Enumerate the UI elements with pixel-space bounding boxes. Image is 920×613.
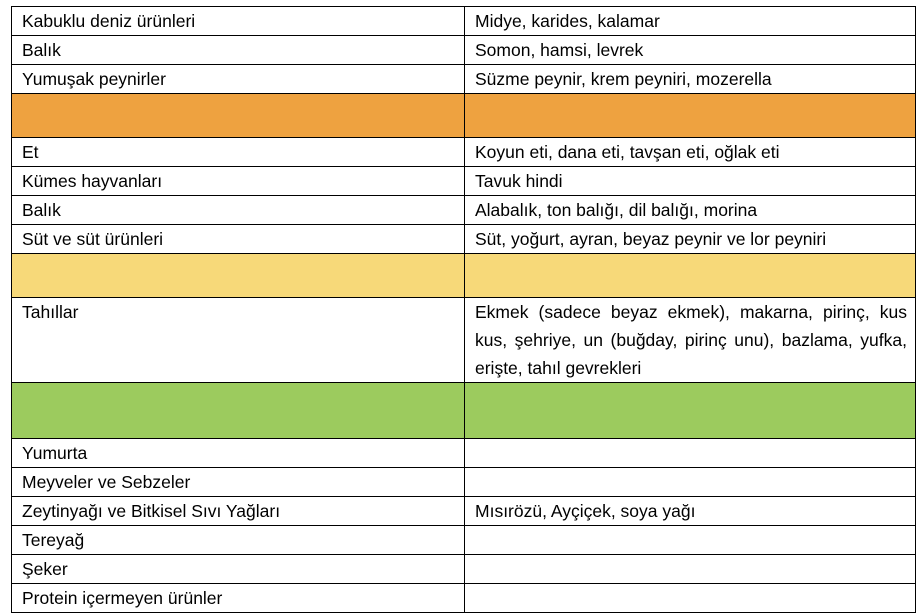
table-row bbox=[12, 555, 916, 584]
table-row bbox=[12, 526, 916, 555]
examples-cell bbox=[465, 468, 916, 497]
table-row bbox=[12, 138, 916, 167]
examples-cell: Koyun eti, dana eti, tavşan eti, oğlak eti bbox=[465, 138, 916, 167]
food-table bbox=[11, 6, 916, 613]
table-row bbox=[12, 468, 916, 497]
examples-cell: Alabalık, ton balığı, dil balığı, morina bbox=[465, 196, 916, 225]
category-cell: Yumuşak peynirler bbox=[12, 65, 465, 94]
table-row bbox=[12, 7, 916, 36]
table-row bbox=[12, 584, 916, 613]
examples-cell bbox=[465, 439, 916, 468]
examples-cell bbox=[465, 584, 916, 613]
examples-cell bbox=[465, 526, 916, 555]
orange-separator-row bbox=[12, 94, 916, 138]
table-row bbox=[12, 36, 916, 65]
examples-cell: Somon, hamsi, levrek bbox=[465, 36, 916, 65]
band-cell bbox=[12, 254, 465, 298]
category-cell: Yumurta bbox=[12, 439, 465, 468]
category-cell: Balık bbox=[12, 36, 465, 65]
category-cell: Kabuklu deniz ürünleri bbox=[12, 7, 465, 36]
table-row bbox=[12, 298, 916, 383]
band-cell bbox=[465, 94, 916, 138]
band-cell bbox=[12, 383, 465, 439]
examples-cell: Süzme peynir, krem peyniri, mozerella bbox=[465, 65, 916, 94]
table-row bbox=[12, 497, 916, 526]
yellow-separator-row bbox=[12, 254, 916, 298]
table-row bbox=[12, 439, 916, 468]
category-cell: Et bbox=[12, 138, 465, 167]
band-cell bbox=[12, 94, 465, 138]
green-separator-row bbox=[12, 383, 916, 439]
band-cell bbox=[465, 254, 916, 298]
examples-cell: Süt, yoğurt, ayran, beyaz peynir ve lor peyniri bbox=[465, 225, 916, 254]
examples-cell: Midye, karides, kalamar bbox=[465, 7, 916, 36]
examples-cell: Mısırözü, Ayçiçek, soya yağı bbox=[465, 497, 916, 526]
examples-cell: Tavuk hindi bbox=[465, 167, 916, 196]
table-row bbox=[12, 225, 916, 254]
category-cell: Balık bbox=[12, 196, 465, 225]
category-cell: Şeker bbox=[12, 555, 465, 584]
category-cell: Zeytinyağı ve Bitkisel Sıvı Yağları bbox=[12, 497, 465, 526]
examples-cell: Ekmek (sadece beyaz ekmek), makarna, pirinç, kus kus, şehriye, un (buğday, pirinç unu), bazlama, yufka, erişte, tahıl gevrekleri bbox=[465, 298, 916, 383]
band-cell bbox=[465, 383, 916, 439]
examples-cell bbox=[465, 555, 916, 584]
category-cell: Protein içermeyen ürünler bbox=[12, 584, 465, 613]
category-cell: Kümes hayvanları bbox=[12, 167, 465, 196]
category-cell: Tereyağ bbox=[12, 526, 465, 555]
table-row bbox=[12, 196, 916, 225]
category-cell: Meyveler ve Sebzeler bbox=[12, 468, 465, 497]
category-cell: Tahıllar bbox=[12, 298, 465, 383]
table-row bbox=[12, 65, 916, 94]
category-cell: Süt ve süt ürünleri bbox=[12, 225, 465, 254]
table-row bbox=[12, 167, 916, 196]
